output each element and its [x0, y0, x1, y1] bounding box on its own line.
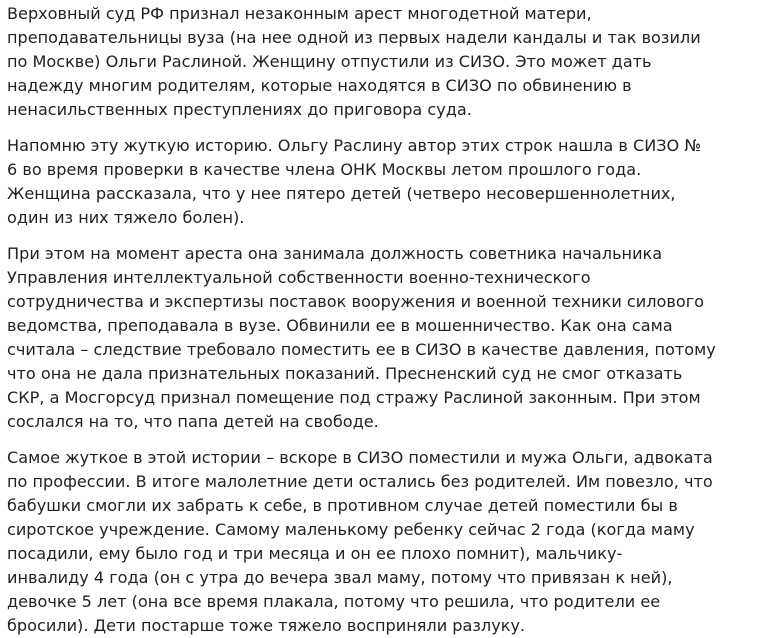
paragraph-line: Управления интеллектуальной собственности военно-технического — [7, 268, 591, 287]
paragraph-3 — [7, 242, 753, 434]
paragraph-line: При этом на момент ареста она занимала должность советника начальника — [7, 244, 663, 263]
paragraph-line: СКР, а Мосгорсуд признал помещение под стражу Раслиной законным. При этом — [7, 388, 701, 407]
paragraph-line: Верховный суд РФ признал незаконным арест многодетной матери, — [7, 4, 592, 23]
paragraph-1 — [7, 2, 753, 122]
paragraph-line: инвалиду 4 года (он с утра до вечера звал маму, потому что привязан к ней), — [7, 568, 673, 587]
paragraph-line: преподавательницы вуза (на нее одной из первых надели кандалы и так возили — [7, 28, 701, 47]
paragraph-line: по профессии. В итоге малолетние дети остались без родителей. Им повезло, что — [7, 472, 713, 491]
paragraph-line: 6 во время проверки в качестве члена ОНК Москвы летом прошлого года. — [7, 160, 642, 179]
paragraph-line: ненасильственных преступлениях до приговора суда. — [7, 100, 472, 119]
paragraph-line: считала – следствие требовало поместить ее в СИЗО в качестве давления, потому — [7, 340, 716, 359]
paragraph-line: ведомства, преподавала в вузе. Обвинили ее в мошенничество. Как она сама — [7, 316, 673, 335]
paragraph-line: Напомню эту жуткую историю. Ольгу Раслину автор этих строк нашла в СИЗО № — [7, 136, 702, 155]
paragraph-line: бросили). Дети постарше тоже тяжело восприняли разлуку. — [7, 616, 526, 635]
paragraph-line: сослался на то, что папа детей на свободе. — [7, 412, 379, 431]
paragraph-line: сотрудничества и экспертизы поставок вооружения и военной техники силового — [7, 292, 704, 311]
paragraph-line: один из них тяжело болен). — [7, 208, 245, 227]
paragraph-line: что она не дала признательных показаний. Пресненский суд не смог отказать — [7, 364, 683, 383]
paragraph-line: надежду многим родителям, которые находятся в СИЗО по обвинению в — [7, 76, 632, 95]
paragraph-line: девочке 5 лет (она все время плакала, потому что решила, что родители ее — [7, 592, 661, 611]
paragraph-4 — [7, 446, 753, 638]
paragraph-line: Женщина рассказала, что у нее пятеро детей (четверо несовершеннолетних, — [7, 184, 676, 203]
paragraph-line: посадили, ему было год и три месяца и он ее плохо помнит), мальчику- — [7, 544, 623, 563]
paragraph-line: бабушки смогли их забрать к себе, в противном случае детей поместили бы в — [7, 496, 678, 515]
paragraph-line: по Москве) Ольги Раслиной. Женщину отпустили из СИЗО. Это может дать — [7, 52, 652, 71]
paragraph-line: сиротское учреждение. Самому маленькому ребенку сейчас 2 года (когда маму — [7, 520, 695, 539]
paragraph-line: Самое жуткое в этой истории – вскоре в СИЗО поместили и мужа Ольги, адвоката — [7, 448, 713, 467]
paragraph-2 — [7, 134, 753, 230]
